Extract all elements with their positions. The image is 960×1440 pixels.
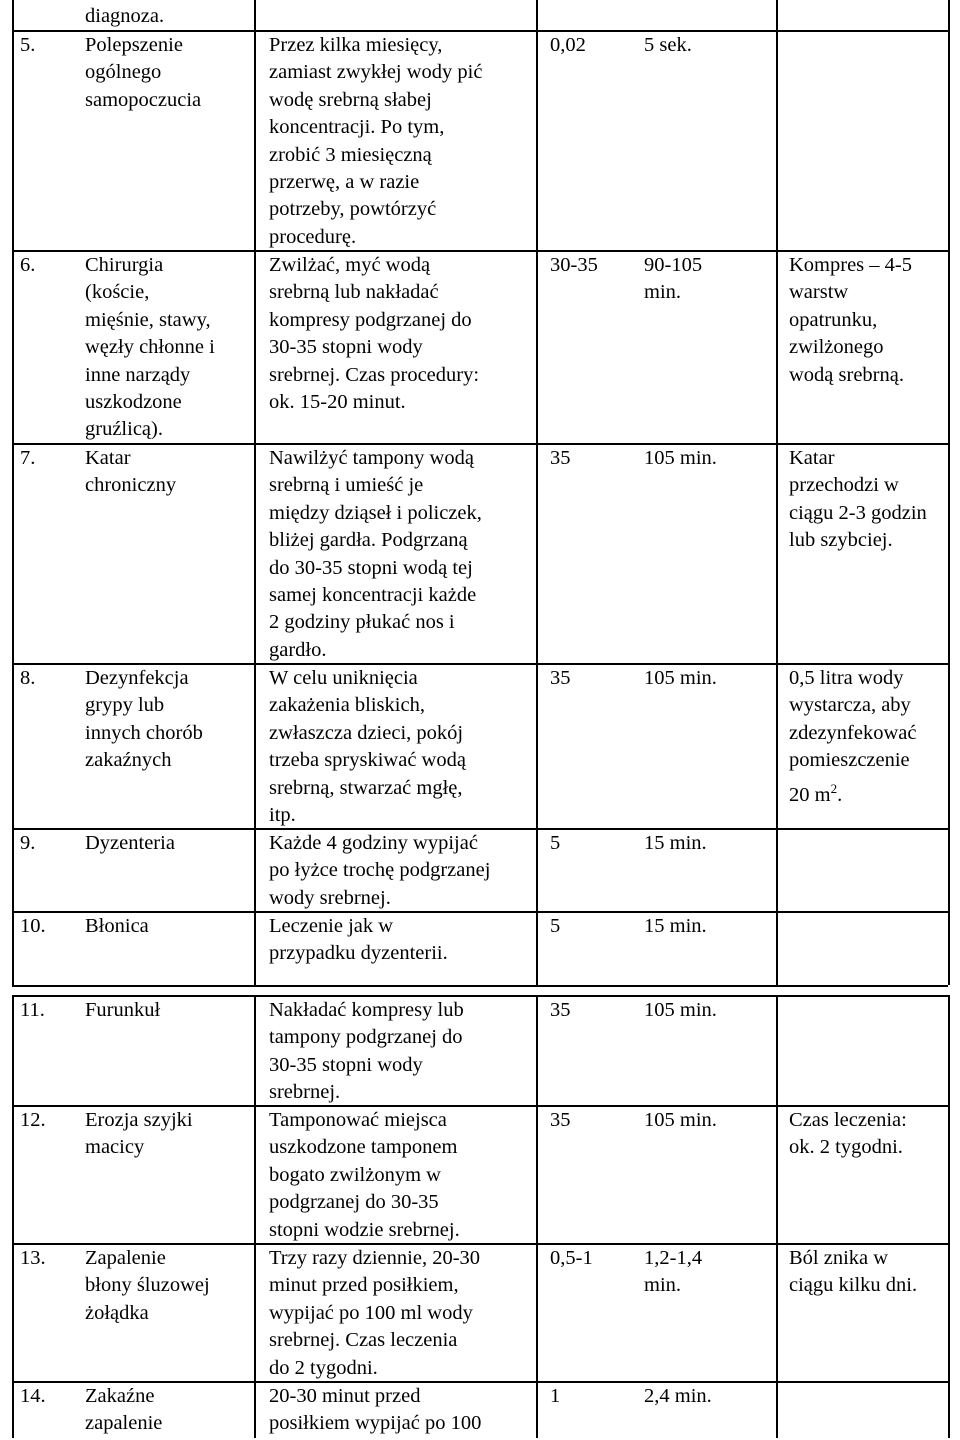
- treatment-method-line: przerwę, a w razie: [269, 171, 420, 194]
- column-divider: [254, 0, 256, 985]
- condition-name-line: uszkodzone: [85, 391, 182, 414]
- row-number: 5.: [20, 34, 36, 56]
- notes-line: przechodzi w: [789, 474, 899, 497]
- notes-area-line: [789, 775, 916, 809]
- concentration-value-line: 35: [550, 667, 571, 689]
- condition-name-line: Dyzenteria: [85, 832, 175, 854]
- treatment-method: [269, 913, 448, 968]
- condition-name-line: macicy: [85, 1136, 145, 1159]
- treatment-method-line: tampony podgrzanej do: [269, 1026, 463, 1049]
- duration-value-line: min.: [644, 281, 682, 304]
- treatment-method-line: wodę srebrną słabej: [269, 88, 432, 111]
- duration-value-line: 15 min.: [644, 915, 707, 937]
- treatment-method-line: srebrnej.: [269, 1081, 341, 1104]
- notes-line: pomieszczenie: [789, 749, 910, 772]
- notes-line: warstw: [789, 281, 849, 304]
- duration-value-line: 90-105: [644, 254, 703, 276]
- concentration-value: [550, 665, 571, 692]
- condition-name-line: Dezynfekcja: [85, 667, 189, 689]
- column-divider: [776, 995, 778, 1438]
- treatment-method-line: gardło.: [269, 638, 327, 661]
- area-tail: .: [837, 783, 843, 806]
- notes-line: zwilżonego: [789, 336, 884, 359]
- table-bottom-border: [12, 985, 948, 987]
- duration-value-line: 2,4 min.: [644, 1385, 712, 1407]
- treatment-method: [269, 252, 479, 416]
- concentration-value: [550, 1383, 560, 1410]
- concentration-value-line: 35: [550, 999, 571, 1021]
- column-divider: [12, 995, 14, 1438]
- notes: [789, 445, 927, 555]
- column-divider: [536, 995, 538, 1438]
- treatment-method-line: Każde 4 godziny wypijać: [269, 832, 478, 854]
- condition-name: [85, 830, 175, 857]
- condition-name-line: Błonica: [85, 915, 149, 937]
- treatment-method-line: srebrną i umieść je: [269, 474, 424, 497]
- condition-name-line: inne narządy: [85, 363, 191, 386]
- notes: [789, 1245, 917, 1300]
- duration-value: [644, 1383, 712, 1410]
- treatment-method-line: bogato zwilżonym w: [269, 1163, 441, 1186]
- treatment-method-line: Nakładać kompresy lub: [269, 999, 464, 1021]
- condition-name-line: błony śluzowej: [85, 1274, 210, 1297]
- notes-line: zdezynfekować: [789, 721, 917, 744]
- notes-line: Kompres – 4-5: [789, 254, 912, 276]
- treatment-method-line: srebrną lub nakładać: [269, 281, 439, 304]
- treatment-method: [269, 997, 464, 1107]
- condition-name-line: Zakaźne: [85, 1385, 155, 1407]
- duration-value: [644, 830, 707, 857]
- treatment-method-line: srebrną, stwarzać mgłę,: [269, 776, 463, 799]
- notes: [789, 252, 912, 389]
- treatment-method-line: zwłaszcza dzieci, pokój: [269, 721, 464, 744]
- treatment-method-line: po łyżce trochę podgrzanej: [269, 859, 491, 882]
- notes-line: ok. 2 tygodni.: [789, 1136, 903, 1159]
- treatment-method-line: Przez kilka miesięcy,: [269, 34, 443, 56]
- treatment-method-line: do 30-35 stopni wodą tej: [269, 556, 473, 579]
- notes-line: Katar: [789, 447, 835, 469]
- treatment-method: [269, 32, 482, 251]
- notes-line: ciągu kilku dni.: [789, 1274, 918, 1297]
- treatment-method-line: koncentracji. Po tym,: [269, 116, 445, 139]
- concentration-value: [550, 913, 560, 940]
- duration-value-line: 105 min.: [644, 667, 717, 689]
- treatment-method: [269, 665, 466, 829]
- treatment-method-line: Trzy razy dziennie, 20-30: [269, 1247, 481, 1269]
- treatment-method-line: posiłkiem wypijać po 100: [269, 1412, 482, 1435]
- column-divider: [12, 0, 14, 985]
- condition-name: [85, 913, 149, 940]
- duration-value-line: min.: [644, 1274, 682, 1297]
- notes-line: lub szybciej.: [789, 529, 893, 552]
- notes-line: opatrunku,: [789, 308, 878, 331]
- column-divider: [776, 0, 778, 985]
- treatment-method: [269, 445, 482, 664]
- condition-name-line: ogólnego: [85, 61, 162, 84]
- treatment-method-line: Leczenie jak w: [269, 915, 394, 937]
- treatment-method-line: zamiast zwykłej wody pić: [269, 61, 483, 84]
- condition-name-line: żołądka: [85, 1301, 149, 1324]
- concentration-value: [550, 830, 560, 857]
- condition-name-line: Katar: [85, 447, 131, 469]
- condition-name-line: Erozja szyjki: [85, 1109, 193, 1131]
- duration-value: [644, 665, 717, 692]
- duration-value: [644, 997, 717, 1024]
- treatment-method-line: trzeba spryskiwać wodą: [269, 749, 466, 772]
- condition-name-line: Furunkuł: [85, 999, 161, 1021]
- duration-value: [644, 913, 707, 940]
- treatment-method-line: 20-30 minut przed: [269, 1385, 421, 1407]
- duration-value: [644, 1245, 702, 1300]
- column-divider: [254, 995, 256, 1438]
- duration-value-line: 105 min.: [644, 447, 717, 469]
- condition-name-line: innych chorób: [85, 721, 203, 744]
- condition-name: [85, 1245, 210, 1327]
- area-value: 20 m: [789, 783, 831, 806]
- treatment-method-line: 30-35 stopni wody: [269, 336, 423, 359]
- treatment-method-line: do 2 tygodni.: [269, 1356, 378, 1379]
- condition-name: [85, 665, 203, 775]
- condition-name-line: chroniczny: [85, 474, 177, 497]
- treatment-method-line: Tamponować miejsca: [269, 1109, 447, 1131]
- duration-value: [644, 1107, 717, 1134]
- notes-line: wodą srebrną.: [789, 363, 904, 386]
- concentration-value: [550, 32, 586, 59]
- treatment-method-line: między dziąseł i policzek,: [269, 501, 482, 524]
- treatment-method-line: zakażenia bliskich,: [269, 694, 425, 717]
- treatment-method-line: srebrnej. Czas leczenia: [269, 1329, 458, 1352]
- duration-value: [644, 252, 702, 307]
- treatment-method-line: wody srebrnej.: [269, 886, 391, 909]
- column-divider: [948, 995, 950, 1438]
- treatment-method-line: srebrnej. Czas procedury:: [269, 363, 480, 386]
- treatment-method-line: potrzeby, powtórzyć: [269, 198, 437, 221]
- notes: [789, 665, 916, 809]
- concentration-value: [550, 445, 571, 472]
- treatment-method-line: kompresy podgrzanej do: [269, 308, 472, 331]
- condition-name-line: zapalenie: [85, 1412, 163, 1435]
- treatment-method-line: 30-35 stopni wody: [269, 1053, 423, 1076]
- concentration-value: [550, 252, 598, 279]
- treatment-method-line: Zwilżać, myć wodą: [269, 254, 431, 276]
- condition-name-line: zakaźnych: [85, 749, 172, 772]
- continued-text: diagnoza.: [85, 5, 165, 27]
- column-divider: [536, 0, 538, 985]
- condition-name-line: grypy lub: [85, 694, 165, 717]
- treatment-method-line: procedurę.: [269, 225, 357, 248]
- notes-line: ciągu 2-3 godzin: [789, 501, 927, 524]
- row-number: 14.: [20, 1385, 46, 1407]
- condition-name-line: Polepszenie: [85, 34, 183, 56]
- duration-value-line: 5 sek.: [644, 34, 692, 56]
- condition-name-line: gruźlicą).: [85, 418, 163, 441]
- superscript: 2: [830, 780, 838, 796]
- notes-line: Ból znika w: [789, 1247, 889, 1269]
- treatment-method-line: bliżej gardła. Podgrzaną: [269, 529, 468, 552]
- treatment-method-line: W celu uniknięcia: [269, 667, 418, 689]
- concentration-value-line: 1: [550, 1385, 561, 1407]
- condition-name: [85, 1107, 193, 1162]
- duration-value-line: 105 min.: [644, 999, 717, 1021]
- treatment-method-line: minut przed posiłkiem,: [269, 1274, 459, 1297]
- concentration-value-line: 5: [550, 915, 561, 937]
- concentration-value-line: 5: [550, 832, 561, 854]
- condition-name-line: (koście,: [85, 281, 150, 304]
- treatment-method-line: Nawilżyć tampony wodą: [269, 447, 474, 469]
- concentration-value-line: 35: [550, 1109, 571, 1131]
- treatment-method-line: 2 godziny płukać nos i: [269, 611, 455, 634]
- condition-name: [85, 1383, 162, 1438]
- treatment-method: [269, 830, 490, 912]
- concentration-value: [550, 997, 571, 1024]
- notes-line: wystarcza, aby: [789, 694, 911, 717]
- condition-name-line: samopoczucia: [85, 88, 202, 111]
- treatment-method: [269, 1107, 460, 1244]
- treatment-method-line: ok. 15-20 minut.: [269, 391, 406, 414]
- condition-name: [85, 252, 215, 444]
- concentration-value-line: 0,02: [550, 34, 586, 56]
- concentration-value: [550, 1107, 571, 1134]
- row-number: 13.: [20, 1247, 46, 1269]
- row-number: 10.: [20, 915, 46, 937]
- treatment-method-line: samej koncentracji każde: [269, 584, 477, 607]
- column-divider: [948, 0, 950, 985]
- condition-name-line: mięśnie, stawy,: [85, 308, 211, 331]
- row-number: 11.: [20, 999, 45, 1021]
- row-number: 9.: [20, 832, 36, 854]
- row-number: 12.: [20, 1109, 46, 1131]
- row-number: 7.: [20, 447, 36, 469]
- duration-value-line: 15 min.: [644, 832, 707, 854]
- condition-name-line: Zapalenie: [85, 1247, 166, 1269]
- treatment-method-line: stopni wodzie srebrnej.: [269, 1218, 460, 1241]
- treatment-method: [269, 1245, 480, 1382]
- treatment-method-line: przypadku dyzenterii.: [269, 942, 448, 965]
- row-number: 6.: [20, 254, 36, 276]
- duration-value-line: 1,2-1,4: [644, 1247, 703, 1269]
- duration-value-line: 105 min.: [644, 1109, 717, 1131]
- duration-value: [644, 445, 717, 472]
- treatment-method: [269, 1383, 481, 1438]
- condition-name-line: Chirurgia: [85, 254, 164, 276]
- concentration-value-line: 0,5-1: [550, 1247, 593, 1269]
- treatment-method-line: podgrzanej do 30-35: [269, 1191, 439, 1214]
- treatment-method-line: wypijać po 100 ml wody: [269, 1301, 473, 1324]
- concentration-value: [550, 1245, 593, 1272]
- treatment-method-line: itp.: [269, 804, 296, 827]
- treatment-method-line: zrobić 3 miesięczną: [269, 143, 432, 166]
- concentration-value-line: 30-35: [550, 254, 598, 276]
- notes-line: Czas leczenia:: [789, 1109, 907, 1131]
- duration-value: [644, 32, 692, 59]
- notes-line: 0,5 litra wody: [789, 667, 904, 689]
- condition-name-line: węzły chłonne i: [85, 336, 215, 359]
- condition-name: [85, 445, 176, 500]
- treatment-method-line: uszkodzone tamponem: [269, 1136, 458, 1159]
- notes: [789, 1107, 907, 1162]
- condition-name: [85, 997, 160, 1024]
- condition-name: [85, 32, 201, 114]
- row-number: 8.: [20, 667, 36, 689]
- concentration-value-line: 35: [550, 447, 571, 469]
